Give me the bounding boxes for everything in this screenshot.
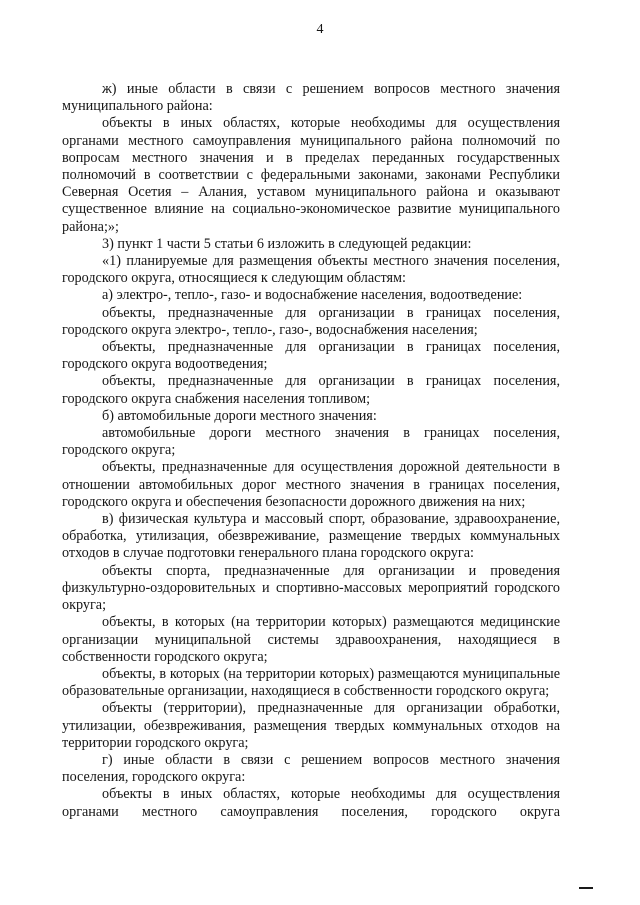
paragraph-zh-other-areas-district: ж) иные области в связи с решением вопросов местного значения муниципального района: (62, 81, 560, 115)
paragraph-utilities-supply: объекты, предназначенные для организации в границах поселения, городского округа электро-, тепло-, газо-, водоснабжения населения; (62, 304, 560, 338)
paragraph-local-roads: автомобильные дороги местного значения в границах поселения, городского округа; (62, 425, 560, 459)
paragraph-a-utilities: а) электро-, тепло-, газо- и водоснабжение населения, водоотведение: (102, 287, 523, 304)
paragraph-sport-objects: объекты спорта, предназначенные для организации и проведения физкультурно-оздоровительных и спортивно-массовых мероприятий городского округа; (62, 562, 560, 614)
scan-mark (579, 887, 593, 889)
paragraph-waste-objects: объекты (территории), предназначенные для организации обработки, утилизации, обезвреживания, размещения твердых коммунальных отходов на территории городского округа; (62, 700, 560, 751)
paragraph-g-other-areas: г) иные области в связи с решением вопросов местного значения поселения, городского округа: (62, 751, 560, 786)
paragraph-b-roads: б) автомобильные дороги местного значения: (102, 407, 377, 424)
paragraph-education-objects: объекты, в которых (на территории которых) размещаются муниципальные образовательные организации, находящиеся в собственности городского округа; (62, 665, 560, 700)
paragraph-sewerage: объекты, предназначенные для организации в границах поселения, городского округа водоотведения; (62, 339, 560, 373)
paragraph-planned-objects: «1) планируемые для размещения объекты местного значения поселения, городского округа, относящиеся к следующим областям: (62, 253, 560, 287)
document-body (62, 81, 560, 821)
paragraph-fuel-supply: объекты, предназначенные для организации в границах поселения, городского округа снабжения населения топливом; (62, 373, 560, 407)
paragraph-v-sport-education: в) физическая культура и массовый спорт, образование, здравоохранение, обработка, утилизация, обезвреживание, размещение твердых коммунальных отходов в случае подготовки генерального плана городского округа: (62, 511, 560, 562)
page-number: 4 (316, 22, 324, 37)
paragraph-medical-objects: объекты, в которых (на территории которых) размещаются медицинские организации муниципальной системы здравоохранения, находящиеся в собственности городского округа; (62, 614, 560, 665)
paragraph-item-3: 3) пункт 1 части 5 статьи 6 изложить в следующей редакции: (102, 235, 472, 252)
paragraph-road-activity: объекты, предназначенные для осуществления дорожной деятельности в отношении автомобильных дорог местного значения в границах поселения, городского округа и обеспечения безопасности дорожного движения на них; (62, 459, 560, 510)
paragraph-other-objects: объекты в иных областях, которые необходимы для осуществления органами местного самоуправления поселения, городского округа (62, 786, 560, 820)
paragraph-district-objects: объекты в иных областях, которые необходимы для осуществления органами местного самоуправления муниципального района полномочий по вопросам местного значения и в пределах переданных государственных полномочий в соответствии с федеральными законами, законами Республики Северная Осетия – Алания, уставом муниципального района и оказывают существенное влияние на социально-экономическое развитие муниципального района;»; (62, 115, 560, 235)
